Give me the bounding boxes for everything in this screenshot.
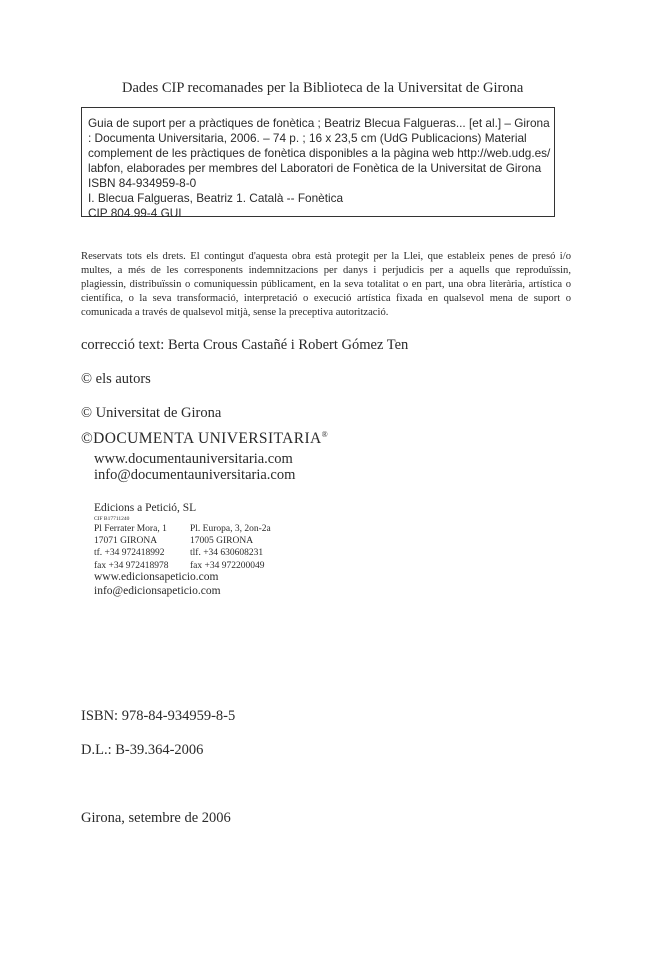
cip-line: : Documenta Universitaria, 2006. – 74 p. ; 16 x 23,5 cm (UdG Publicacions) Material [88, 131, 527, 145]
cip-line: labfon, elaborades per membres del Laboratori de Fonètica de la Universitat de Girona [88, 161, 542, 175]
distributor-address-2 [190, 523, 271, 572]
address-line: tlf. +34 630608231 [190, 548, 264, 559]
address-line: 17005 GIRONA [190, 536, 254, 547]
publisher-name [81, 430, 328, 448]
cip-heading: Dades CIP recomanades per la Biblioteca de la Universitat de Girona [122, 80, 524, 96]
cip-line: CIP 804.99-4 GUI [88, 206, 182, 220]
cip-line: complement de les pràctiques de fonètica disponibles a la pàgina web http://web.udg.es/ [88, 146, 551, 160]
address-line: Pl. Europa, 3, 2on-2a [190, 524, 271, 534]
distributor-address-1 [94, 523, 169, 572]
distributor-email: info@edicionsapeticio.com [94, 585, 221, 597]
publisher-website: www.documentauniversitaria.com [94, 451, 293, 467]
address-line: fax +34 972418978 [94, 560, 169, 571]
copyright-authors: © els autors [81, 371, 151, 387]
correction-credit: correcció text: Berta Crous Castañé i Robert Gómez Ten [81, 337, 409, 353]
place-date: Girona, setembre de 2006 [81, 810, 231, 826]
publisher-email: info@documentauniversitaria.com [94, 467, 296, 483]
rights-notice: Reservats tots els drets. El contingut d'aquesta obra està protegit per la Llei, que estableix penes de presó i/o multes, a més de les corresponents indemnitzacions per danys i perjudicis per a aquells que reproduïssin, plagiessin, distribuïssin o comuniquessin públicament, en la seva totalitat o en part, una obra literària, artística o científica, o la seva transformació, interpretació o execució artística fixada en qualsevol mena de suport o comunicada a través de qualsevol mitjà, sense la preceptiva autorització. [81, 251, 571, 319]
cip-line: ISBN 84-934959-8-0 [88, 176, 197, 190]
registered-mark: ® [321, 430, 329, 439]
address-line: tf. +34 972418992 [94, 548, 165, 559]
distributor-name: Edicions a Petició, SL [94, 502, 197, 514]
address-line: fax +34 972200049 [190, 560, 265, 571]
copyright-udg: © Universitat de Girona [81, 405, 222, 421]
address-line: Pl Ferrater Mora, 1 [94, 524, 167, 534]
distributor-website: www.edicionsapeticio.com [94, 571, 219, 583]
cip-line: I. Blecua Falgueras, Beatriz 1. Català -- Fonètica [88, 191, 344, 205]
isbn: ISBN: 978-84-934959-8-5 [81, 708, 236, 724]
cip-line: Guia de suport per a pràctiques de fonètica ; Beatriz Blecua Falgueras... [et al.] – Girona [88, 116, 550, 130]
legal-deposit: D.L.: B-39.364-2006 [81, 742, 204, 758]
cip-record-box [81, 107, 555, 220]
address-line: 17071 GIRONA [94, 536, 158, 547]
publisher-name-text: ©DOCUMENTA UNIVERSITARIA [81, 430, 322, 448]
distributor-cif: CIF B17711240 [94, 516, 130, 522]
